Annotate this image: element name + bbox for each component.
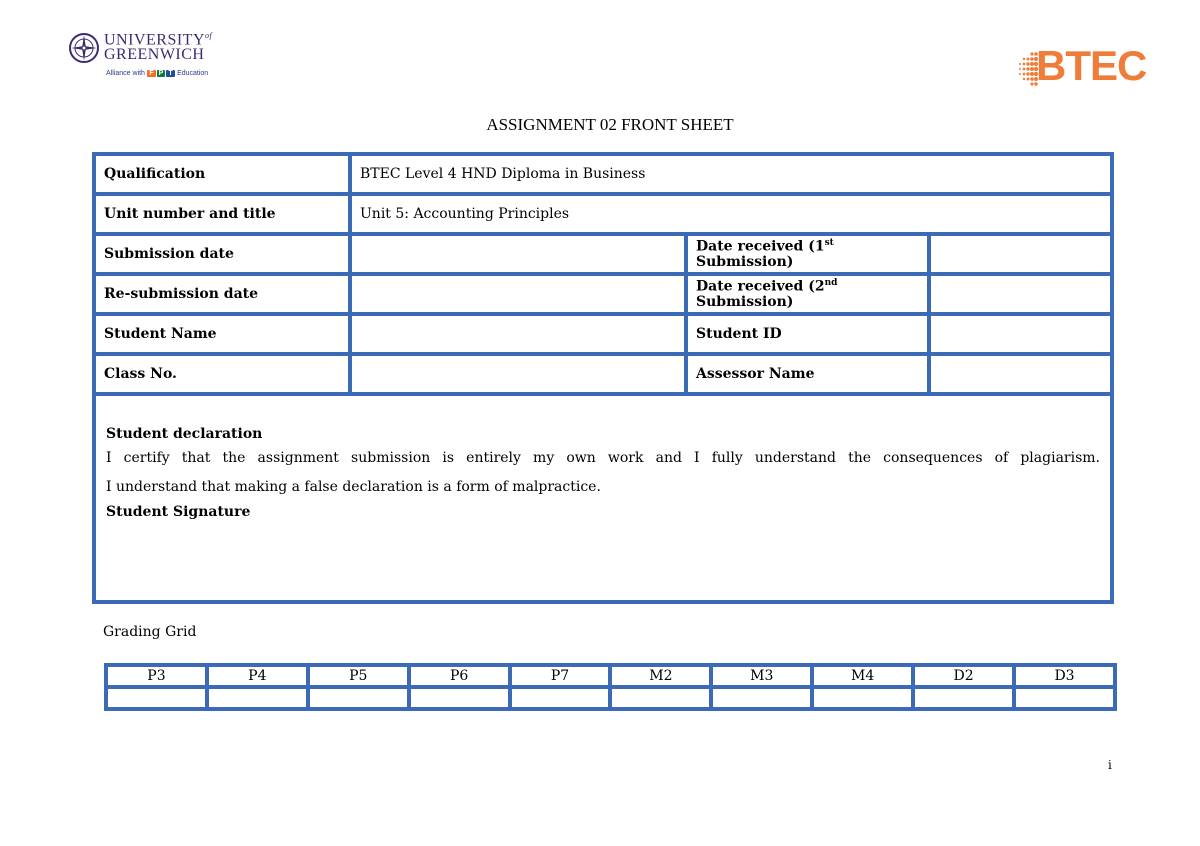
submission-date-label: Submission date	[94, 234, 350, 274]
resubmission-date-label: Re-submission date	[94, 274, 350, 314]
class-no-label: Class No.	[94, 354, 350, 394]
declaration-heading: Student declaration	[106, 426, 263, 442]
declaration-line-2: I understand that making a false declaration is a form of malpractice.	[106, 479, 601, 495]
grade-header: P5	[308, 665, 409, 687]
signature-label: Student Signature	[106, 504, 251, 520]
qualification-label: Qualification	[94, 154, 350, 194]
student-name-label: Student Name	[94, 314, 350, 354]
grade-header: P7	[510, 665, 611, 687]
grading-grid-table	[104, 663, 1117, 711]
university-name-line2: GREENWICH	[104, 46, 205, 63]
btec-wordmark: BTEC	[1036, 42, 1147, 89]
grading-header-row	[106, 665, 1115, 687]
grade-header: P3	[106, 665, 207, 687]
university-name-line1: $UNIVERSITY^{of}$	[104, 31, 213, 49]
btec-logo	[1014, 42, 1148, 90]
front-sheet-table	[92, 152, 1114, 604]
grade-cell[interactable]	[207, 687, 308, 709]
student-id-field[interactable]	[929, 314, 1112, 354]
assessor-name-field[interactable]	[929, 354, 1112, 394]
student-id-label: Student ID	[686, 314, 929, 354]
submission-date-field[interactable]	[350, 234, 686, 274]
university-of-greenwich-logo	[68, 30, 218, 86]
grade-header: D3	[1014, 665, 1115, 687]
date-received-2nd-label: Date received (2nd Submission)	[686, 274, 929, 314]
grading-value-row	[106, 687, 1115, 709]
date-received-1st-label: Date received (1st Submission)	[686, 234, 929, 274]
alliance-line: Alliance with F P T Education	[106, 70, 209, 77]
grade-cell[interactable]	[510, 687, 611, 709]
grade-header: M2	[610, 665, 711, 687]
grading-grid-label: Grading Grid	[103, 624, 197, 640]
grade-cell[interactable]	[812, 687, 913, 709]
grade-header: D2	[913, 665, 1014, 687]
date-received-1st-field[interactable]	[929, 234, 1112, 274]
student-declaration-section	[94, 394, 1112, 602]
grade-cell[interactable]	[610, 687, 711, 709]
grade-cell[interactable]	[308, 687, 409, 709]
grade-cell[interactable]	[106, 687, 207, 709]
compass-seal-icon	[68, 32, 100, 64]
qualification-value: BTEC Level 4 HND Diploma in Business	[350, 154, 1112, 194]
unit-label: Unit number and title	[94, 194, 350, 234]
grade-cell[interactable]	[409, 687, 510, 709]
declaration-text	[106, 444, 1100, 502]
student-name-field[interactable]	[350, 314, 686, 354]
assessor-name-label: Assessor Name	[686, 354, 929, 394]
date-received-2nd-field[interactable]	[929, 274, 1112, 314]
grade-cell[interactable]	[913, 687, 1014, 709]
unit-value: Unit 5: Accounting Principles	[350, 194, 1112, 234]
grade-header: P4	[207, 665, 308, 687]
document-title: ASSIGNMENT 02 FRONT SHEET	[486, 115, 734, 134]
resubmission-date-field[interactable]	[350, 274, 686, 314]
class-no-field[interactable]	[350, 354, 686, 394]
grade-cell[interactable]	[1014, 687, 1115, 709]
grade-cell[interactable]	[711, 687, 812, 709]
grade-header: M4	[812, 665, 913, 687]
declaration-line-1: I certify that the assignment submission is entirely my own work and I fully understand the consequences of plagiarism.	[106, 450, 1100, 466]
grade-header: P6	[409, 665, 510, 687]
page-number: i	[1108, 758, 1112, 772]
grade-header: M3	[711, 665, 812, 687]
